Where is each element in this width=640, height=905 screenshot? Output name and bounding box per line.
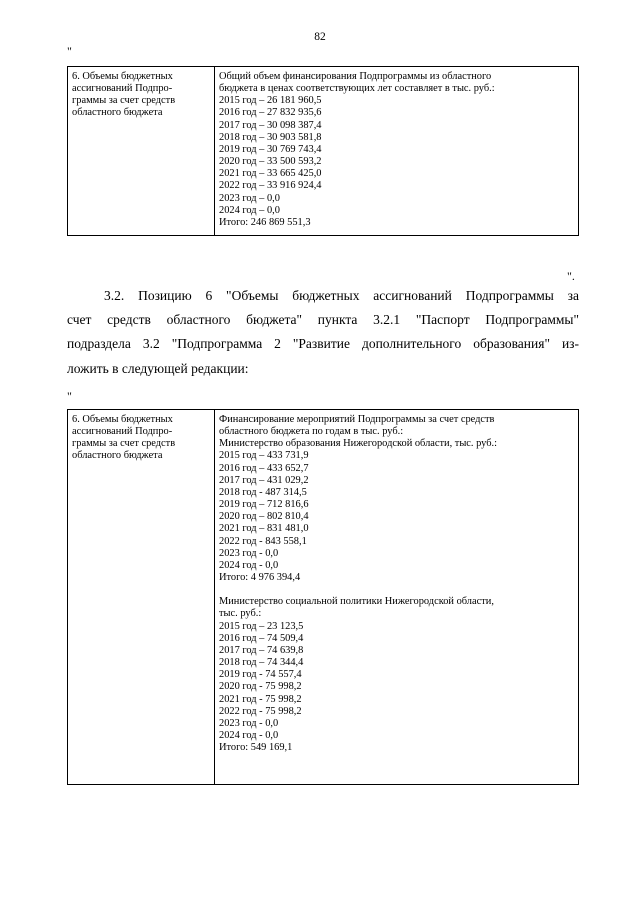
table1-right-line: 2015 год – 26 181 960,5 bbox=[219, 95, 322, 107]
table2-left-line: 6. Объемы бюджетных bbox=[72, 414, 173, 425]
paragraph-line bbox=[67, 284, 579, 308]
table2-right-line: Итого: 4 976 394,4 bbox=[219, 572, 301, 584]
body-paragraph bbox=[67, 284, 579, 381]
table1-right-line: 2021 год – 33 665 425,0 bbox=[219, 168, 322, 180]
table2-right-line: 2020 год - 75 998,2 bbox=[219, 681, 302, 693]
table1-right-cell bbox=[215, 67, 579, 236]
table2-right-line: 2023 год - 0,0 bbox=[219, 717, 279, 729]
table1-left-line: граммы за счет средств bbox=[72, 95, 176, 107]
paragraph-line: счет средств областного бюджета" пункта 3.2.1 "Паспорт Подпрограммы" bbox=[67, 312, 579, 328]
table1-left-line: областного бюджета bbox=[72, 107, 163, 119]
table2-right-line: тыс. руб.: bbox=[219, 608, 262, 620]
table1-right-line: 2016 год – 27 832 935,6 bbox=[219, 107, 322, 119]
table2-right-line: 2018 год - 487 314,5 bbox=[219, 486, 307, 498]
table2-right-line: 2016 год – 74 509,4 bbox=[219, 632, 304, 644]
table2-right-line: 2017 год – 74 639,8 bbox=[219, 644, 304, 656]
table2-right-line: 2021 год – 831 481,0 bbox=[219, 523, 309, 535]
table2-right-line: 2016 год – 433 652,7 bbox=[219, 462, 309, 474]
table-row bbox=[68, 67, 579, 236]
table2-right-line: 2021 год - 75 998,2 bbox=[219, 693, 302, 705]
table2-right-line: Министерство образования Нижегородской области, тыс. руб.: bbox=[219, 438, 497, 450]
table2-right-line: 2024 год - 0,0 bbox=[219, 730, 279, 742]
table1-right-line: 2018 год – 30 903 581,8 bbox=[219, 131, 322, 143]
table2-right-line: 2022 год - 75 998,2 bbox=[219, 705, 302, 717]
table1-right-line: 2019 год – 30 769 743,4 bbox=[219, 143, 322, 155]
table1-left-line: 6. Объемы бюджетных bbox=[72, 71, 173, 82]
table2-left-line: ассигнований Подпро- bbox=[72, 426, 173, 438]
block-spacer bbox=[219, 584, 574, 596]
table2-right-line: Министерство социальной политики Нижегородской области, bbox=[219, 596, 494, 608]
table1-right-line: 2020 год – 33 500 593,2 bbox=[219, 156, 322, 168]
table2-right-line: 2015 год – 23 123,5 bbox=[219, 620, 304, 632]
table2-right-line: областного бюджета по годам в тыс. руб.: bbox=[219, 426, 404, 438]
table2-right-line: 2023 год - 0,0 bbox=[219, 547, 279, 559]
table1-right-line: 2022 год – 33 916 924,4 bbox=[219, 180, 322, 192]
table2-right-line: 2022 год - 843 558,1 bbox=[219, 535, 307, 547]
table2-left-line: областного бюджета bbox=[72, 450, 163, 462]
paragraph-line: подраздела 3.2 "Подпрограмма 2 "Развитие дополнительного образования" из- bbox=[67, 336, 579, 352]
table2-right-line: 2019 год - 74 557,4 bbox=[219, 669, 302, 681]
table2-right-cell bbox=[215, 410, 579, 785]
table2-right-line: Финансирование мероприятий Подпрограммы за счет средств bbox=[219, 414, 495, 425]
table2-left-cell bbox=[68, 410, 215, 785]
table2-right-line: 2015 год – 433 731,9 bbox=[219, 450, 309, 462]
table1-right-line: 2024 год – 0,0 bbox=[219, 204, 280, 216]
table1-right-line: Общий объем финансирования Подпрограммы из областного bbox=[219, 71, 492, 82]
table1-left-cell bbox=[68, 67, 215, 236]
budget-table-1 bbox=[67, 66, 579, 236]
table1-right-line: 2017 год – 30 098 387,4 bbox=[219, 119, 322, 131]
table2-right-line: 2017 год – 431 029,2 bbox=[219, 474, 309, 486]
page-number: 82 bbox=[314, 31, 326, 43]
opening-quote-2: " bbox=[67, 389, 72, 403]
budget-table-2 bbox=[67, 409, 579, 785]
table-row bbox=[68, 410, 579, 785]
table2-right-line: 2024 год - 0,0 bbox=[219, 559, 279, 571]
paragraph-line: ложить в следующей редакции: bbox=[67, 360, 249, 376]
closing-quote-1: ". bbox=[567, 269, 575, 283]
table1-right-line: 2023 год – 0,0 bbox=[219, 192, 280, 204]
table2-right-line: Итого: 549 169,1 bbox=[219, 742, 293, 754]
table1-right-line: Итого: 246 869 551,3 bbox=[219, 216, 311, 228]
table1-left-line: ассигнований Подпро- bbox=[72, 83, 173, 95]
table1-right-line: бюджета в ценах соответствующих лет составляет в тыс. руб.: bbox=[219, 83, 495, 95]
table2-right-line: 2020 год – 802 810,4 bbox=[219, 511, 309, 523]
table2-right-line: 2019 год – 712 816,6 bbox=[219, 499, 309, 511]
table2-left-line: граммы за счет средств bbox=[72, 438, 176, 450]
table2-right-line: 2018 год – 74 344,4 bbox=[219, 657, 304, 669]
paragraph-line-text: 3.2. Позицию 6 "Объемы бюджетных ассигнований Подпрограммы за bbox=[104, 288, 579, 303]
opening-quote-1: " bbox=[67, 44, 72, 58]
